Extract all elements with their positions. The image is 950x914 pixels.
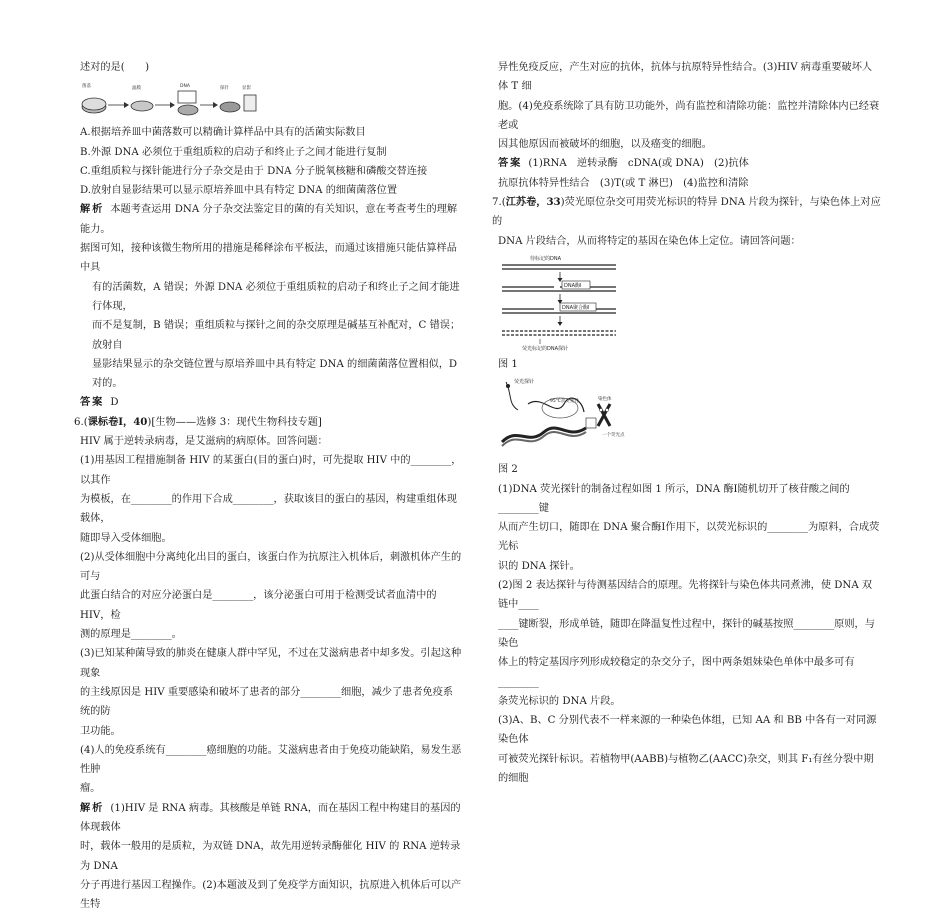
figure-2-svg (498, 374, 628, 458)
q6-question-line: 测的原理是________。 (80, 629, 182, 641)
left-column (74, 58, 462, 914)
q5-option-a: A.根据培养皿中菌落数可以精确计算样品中具有的活菌实际数目 (80, 127, 366, 139)
fig1-label-dna: 待标记的DNA (530, 255, 562, 262)
q6-question-line: 此蛋白结合的对应分泌蛋白是________，该分泌蛋白可用于检测受试者血清中的 HIV，检 (80, 590, 437, 621)
q5-option-c: C.重组质粒与探针能进行分子杂交是由于 DNA 分子脱氧核糖和磷酸交替连接 (80, 165, 428, 177)
q7-question-line: 识的 DNA 探针。 (498, 560, 580, 572)
fluorescent-dot-icon (506, 384, 510, 388)
filter-membrane-icon (131, 101, 153, 111)
q6-question-line: (2)从受体细胞中分离纯化出目的蛋白，该蛋白作为抗原注入机体后，刺激机体产生的可与 (80, 551, 462, 583)
q5-analysis-line: 而不是复制，B 错误；重组质粒与探针之间的杂交原理是碱基互补配对，C 错误；放射自 (92, 320, 461, 351)
fig-label-develop: 显影 (242, 86, 251, 92)
fig-label-colony: 菌落 (82, 84, 91, 90)
q5-option-d: D.放射自显影结果可以显示原培养皿中具有特定 DNA 的细菌菌落位置 (80, 185, 398, 197)
q7-heading-line2: DNA 片段结合，从而将特定的基因在染色体上定位。请回答问题： (498, 235, 801, 247)
q5-answer: 答案 D (80, 396, 119, 409)
fig2-label-probe: 荧光探针 (514, 379, 535, 386)
fig-label-dna: DNA (180, 84, 190, 90)
q6-answer: 答案 (1)RNA 逆转录酶 cDNA(或 DNA) (2)抗体 (498, 157, 749, 170)
q7-question-line: (1)DNA 荧光探针的制备过程如图 1 所示，DNA 酶Ⅰ随机切开了核苷酸之间的________键 (498, 483, 850, 514)
q5-analysis-label: 解析 (80, 203, 105, 216)
q6-analysis-cont-line: 胞。(4)免疫系统除了具有防卫功能外，尚有监控和清除功能：监控并清除体内已经衰老或 (498, 100, 880, 131)
q6-source: 课标卷Ⅰ，40 (87, 415, 148, 428)
q7-question-line: ____键断裂，形成单链，随即在降温复性过程中，探针的碱基按照________原则，与染色 (498, 618, 875, 649)
fig-label-probe: 探针 (220, 86, 229, 92)
q6-analysis-line: 解析 (1)HIV 是 RNA 病毒。其核酸是单链 RNA，而在基因工程中构建目的基因的体现载体 (80, 801, 461, 833)
dna-box-icon (178, 91, 196, 103)
q6-analysis-line: 时，载体一般用的是质粒，为双链 DNA，故先用逆转录酶催化 HIV 的 RNA 逆转录为 DNA (80, 841, 461, 872)
right-column (492, 58, 882, 788)
q6-analysis-cont-line: 因其他原因而被破坏的细胞，以及癌变的细胞。 (498, 139, 712, 151)
q6-analysis-cont-line: 异性免疫反应，产生对应的抗体，抗体与抗原特异性结合。(3)HIV 病毒重要破坏人体 T 细 (498, 62, 873, 93)
q7-question-line: (3)A、B、C 分别代表不一样来源的一种染色体组，已知 AA 和 BB 中各有一对同源染色体 (498, 715, 877, 746)
figure-1-svg (500, 251, 620, 353)
figure-1 (498, 251, 882, 355)
fig2-label-chrom: 染色体 (598, 397, 612, 403)
figure-2-caption: 图 2 (498, 464, 518, 476)
q6-answer-label: 答案 (498, 157, 523, 170)
q6-question-line: 瘤。 (80, 783, 101, 795)
fig2-label-spot: 一个荧光点 (602, 433, 625, 439)
fig1-label-enzyme1: DNA酶Ⅰ (564, 282, 582, 289)
q7-question-line: (2)图 2 表达探针与待测基因结合的原理。先将探针与染色体共同煮沸，使 DNA 双链中____ (498, 580, 873, 611)
q6-intro: HIV 属于逆转录病毒，是艾滋病的病原体。回答问题： (80, 436, 328, 448)
q5-stem-tail: 述对的是( ) (80, 62, 150, 73)
figure-1-caption: 图 1 (498, 358, 518, 370)
fig2-label-hybrid: 95℃杂交变性 (550, 399, 579, 405)
q6-question-line: 随即导入受体细胞。 (80, 532, 172, 544)
q5-analysis-line: 有的活菌数，A 错误；外源 DNA 必须位于重组质粒的启动子和终止子之间才能进行体现， (92, 281, 460, 312)
chromosome-x-icon (598, 404, 610, 426)
q6-answer-line: 抗原抗体特异性结合 (3)T(或 T 淋巴) (4)监控和清除 (498, 177, 749, 189)
q6-question-line: (1)用基因工程措施制备 HIV 的某蛋白(目的蛋白)时，可先提取 HIV 中的________，以其作 (80, 455, 462, 486)
q7-question-line: 可被荧光探针标识。若植物甲(AABB)与植物乙(AACC)杂交，则其 F₁有丝分裂中期的细胞 (498, 753, 874, 785)
figure-2 (498, 374, 882, 460)
film-icon (244, 95, 256, 111)
q7-source: 江苏卷，33 (505, 196, 561, 209)
fig1-label-enzyme2: DNA聚合酶Ⅰ (562, 304, 590, 311)
fig-label-membrane: 滤膜 (132, 86, 141, 92)
q6-analysis-label: 解析 (80, 801, 105, 814)
q6-question-line: 为模板，在________的作用下合成________，获取该目的蛋白的基因，构建重组体现载体， (80, 493, 457, 525)
q5-analysis-line: 显影结果显示的杂交链位置与原培养皿中具有特定 DNA 的细菌菌落位置相似，D 对的。 (92, 358, 458, 390)
probe-dish-icon (220, 102, 240, 112)
q6-heading: 6.(课标卷Ⅰ，40)[生物——选修 3：现代生物科技专题] (74, 415, 322, 428)
q5-analysis-line: 解析 本题考查运用 DNA 分子杂交法鉴定目的菌的有关知识，意在考查考生的理解能力。 (80, 203, 458, 235)
fig1-label-probe: 荧光标记的DNA探针 (522, 345, 569, 352)
q7-question-line: 条荧光标识的 DNA 片段。 (498, 695, 621, 707)
q5-analysis-line: 据图可知，接种该微生物所用的措施是稀释涂布平板法，而通过该措施只能估算样品中具 (80, 243, 457, 274)
q5-answer-label: 答案 (80, 396, 105, 409)
q6-analysis-line: 分子再进行基因工程操作。(2)本题波及到了免疫学方面知识，抗原进入机体后可以产生特 (80, 879, 462, 911)
q6-question-line: 的主线原因是 HIV 重要感染和破坏了患者的部分________细胞，减少了患者免疫系统的防 (80, 686, 454, 718)
q5-figure (80, 77, 462, 123)
q6-question-line: (3)已知某种菌导致的肺炎在健康人群中罕见，不过在艾滋病患者中却多发。引起这种现象 (80, 648, 462, 679)
q7-heading: 7.(江苏卷，33)荧光原位杂交可用荧光标识的特异 DNA 片段为探针，与染色体上对应的 (492, 196, 881, 228)
q7-question-line: 体上的特定基因序列形成较稳定的杂交分子，图中两条姐妹染色单体中最多可有________ (498, 657, 855, 688)
q5-option-b: B.外源 DNA 必须位于重组质粒的启动子和终止子之间才能进行复制 (80, 146, 387, 158)
q7-question-line: 从而产生切口，随即在 DNA 聚合酶Ⅰ作用下，以荧光标识的________为原料，合成荧光标 (498, 522, 880, 553)
q6-question-line: 卫功能。 (80, 725, 121, 737)
q6-question-line: (4)人的免疫系统有________癌细胞的功能。艾滋病患者由于免疫功能缺陷，易发生恶性肿 (80, 744, 462, 776)
q5-figure-svg (80, 77, 260, 121)
